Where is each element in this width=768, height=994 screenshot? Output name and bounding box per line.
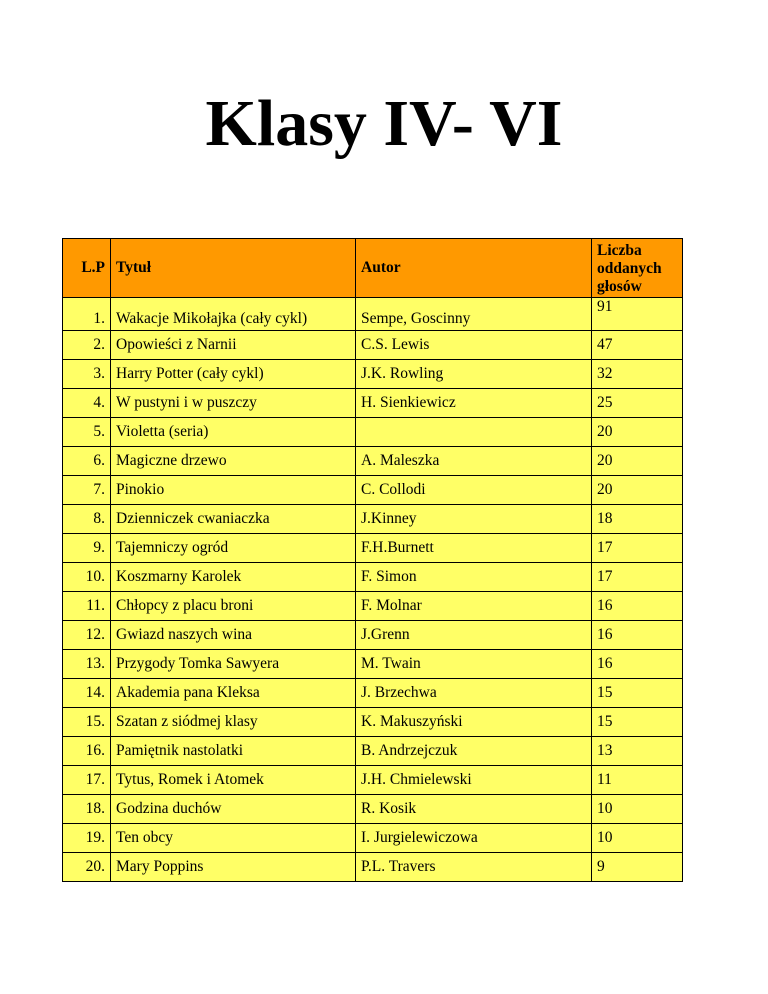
cell-title: Harry Potter (cały cykl) (111, 360, 356, 389)
table-row (63, 534, 683, 563)
cell-title: Violetta (seria) (111, 418, 356, 447)
table-row (63, 505, 683, 534)
cell-author: Sempe, Goscinny (356, 298, 592, 331)
table-row (63, 447, 683, 476)
table-header-row (63, 239, 683, 298)
cell-votes: 16 (592, 650, 683, 679)
cell-title: Koszmarny Karolek (111, 563, 356, 592)
cell-title: Opowieści z Narnii (111, 331, 356, 360)
cell-lp: 4. (63, 389, 111, 418)
cell-title: Ten obcy (111, 824, 356, 853)
table-row (63, 824, 683, 853)
cell-author: J.Grenn (356, 621, 592, 650)
cell-title: Wakacje Mikołajka (cały cykl) (111, 298, 356, 331)
cell-title: Przygody Tomka Sawyera (111, 650, 356, 679)
table-row (63, 795, 683, 824)
cell-title: Godzina duchów (111, 795, 356, 824)
cell-lp: 7. (63, 476, 111, 505)
table-row (63, 679, 683, 708)
cell-votes: 47 (592, 331, 683, 360)
cell-title: Chłopcy z placu broni (111, 592, 356, 621)
page-title: Klasy IV- VI (205, 87, 563, 160)
header-title: Tytuł (111, 239, 356, 298)
cell-author: R. Kosik (356, 795, 592, 824)
cell-author: F. Simon (356, 563, 592, 592)
table-row (63, 592, 683, 621)
cell-title: Gwiazd naszych wina (111, 621, 356, 650)
table-row (63, 737, 683, 766)
cell-title: Tytus, Romek i Atomek (111, 766, 356, 795)
cell-votes: 25 (592, 389, 683, 418)
cell-lp: 17. (63, 766, 111, 795)
cell-lp: 5. (63, 418, 111, 447)
cell-title: Pamiętnik nastolatki (111, 737, 356, 766)
cell-lp: 20. (63, 853, 111, 882)
cell-votes: 91 (592, 298, 683, 331)
cell-author: C. Collodi (356, 476, 592, 505)
header-author: Autor (356, 239, 592, 298)
cell-author: J.H. Chmielewski (356, 766, 592, 795)
cell-lp: 3. (63, 360, 111, 389)
cell-title: Magiczne drzewo (111, 447, 356, 476)
cell-author: F. Molnar (356, 592, 592, 621)
cell-votes: 32 (592, 360, 683, 389)
cell-author: B. Andrzejczuk (356, 737, 592, 766)
cell-lp: 2. (63, 331, 111, 360)
cell-author: A. Maleszka (356, 447, 592, 476)
cell-title: Akademia pana Kleksa (111, 679, 356, 708)
table-row (63, 418, 683, 447)
cell-votes: 16 (592, 621, 683, 650)
table-row (63, 766, 683, 795)
header-lp: L.P (63, 239, 111, 298)
cell-author: I. Jurgielewiczowa (356, 824, 592, 853)
table-row (63, 853, 683, 882)
cell-lp: 10. (63, 563, 111, 592)
cell-lp: 1. (63, 298, 111, 331)
cell-votes: 15 (592, 708, 683, 737)
cell-author: K. Makuszyński (356, 708, 592, 737)
cell-author: P.L. Travers (356, 853, 592, 882)
cell-votes: 10 (592, 824, 683, 853)
cell-author: J.K. Rowling (356, 360, 592, 389)
cell-votes: 20 (592, 476, 683, 505)
cell-title: Pinokio (111, 476, 356, 505)
cell-lp: 18. (63, 795, 111, 824)
cell-lp: 9. (63, 534, 111, 563)
header-votes: Liczba oddanych głosów (592, 239, 683, 298)
cell-votes: 13 (592, 737, 683, 766)
cell-lp: 19. (63, 824, 111, 853)
cell-title: Mary Poppins (111, 853, 356, 882)
cell-lp: 6. (63, 447, 111, 476)
table-row (63, 621, 683, 650)
cell-votes: 16 (592, 592, 683, 621)
table-row (63, 563, 683, 592)
cell-lp: 11. (63, 592, 111, 621)
cell-title: Szatan z siódmej klasy (111, 708, 356, 737)
cell-votes: 20 (592, 418, 683, 447)
cell-title: W pustyni i w puszczy (111, 389, 356, 418)
cell-lp: 14. (63, 679, 111, 708)
table-row (63, 650, 683, 679)
table-row (63, 360, 683, 389)
cell-lp: 15. (63, 708, 111, 737)
cell-votes: 18 (592, 505, 683, 534)
table-row (63, 389, 683, 418)
cell-lp: 13. (63, 650, 111, 679)
cell-votes: 15 (592, 679, 683, 708)
cell-author: F.H.Burnett (356, 534, 592, 563)
cell-title: Tajemniczy ogród (111, 534, 356, 563)
table-row (63, 476, 683, 505)
cell-votes: 9 (592, 853, 683, 882)
cell-lp: 8. (63, 505, 111, 534)
cell-author: M. Twain (356, 650, 592, 679)
table-row (63, 298, 683, 331)
cell-lp: 12. (63, 621, 111, 650)
table-row (63, 708, 683, 737)
cell-votes: 11 (592, 766, 683, 795)
cell-title: Dzienniczek cwaniaczka (111, 505, 356, 534)
cell-lp: 16. (63, 737, 111, 766)
cell-author (356, 418, 592, 447)
cell-author: J.Kinney (356, 505, 592, 534)
cell-author: J. Brzechwa (356, 679, 592, 708)
cell-votes: 17 (592, 563, 683, 592)
cell-votes: 10 (592, 795, 683, 824)
cell-votes: 17 (592, 534, 683, 563)
cell-author: H. Sienkiewicz (356, 389, 592, 418)
table-row (63, 331, 683, 360)
cell-votes: 20 (592, 447, 683, 476)
cell-author: C.S. Lewis (356, 331, 592, 360)
ranking-table (62, 238, 683, 882)
